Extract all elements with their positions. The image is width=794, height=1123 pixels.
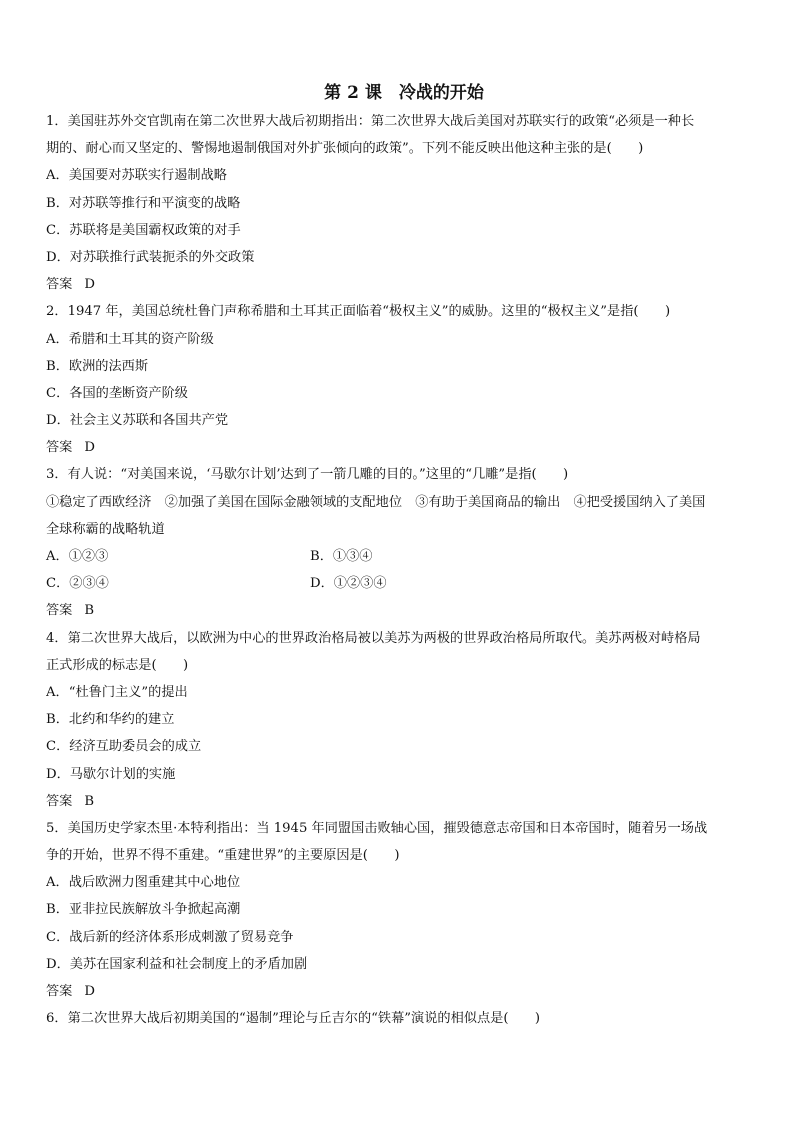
option-b: B．对苏联等推行和平演变的战略	[46, 195, 241, 211]
answer	[46, 434, 758, 461]
question-3	[46, 461, 758, 624]
answer-label: 答案	[46, 793, 73, 809]
question-stem: 争的开始，世界不得不重建。“重建世界”的主要原因是( )	[46, 848, 400, 864]
answer-value: B	[84, 603, 95, 619]
question-stem: 2．1947 年，美国总统杜鲁门声称希腊和土耳其正面临着“极权主义”的威胁。这里的“极权主义”是指( )	[46, 304, 671, 320]
answer	[46, 597, 758, 624]
answer-label: 答案	[46, 984, 73, 999]
question-4	[46, 625, 758, 815]
option-c: C．经济互助委员会的成立	[46, 739, 202, 755]
answer-label: 答案	[46, 603, 73, 619]
question-stem: 4．第二次世界大战后，以欧洲为中心的世界政治格局被以美苏为两极的世界政治格局所取代。美苏两极对峙格局	[46, 630, 701, 646]
option-c: C．各国的垄断资产阶级	[46, 385, 188, 401]
question-6	[46, 1005, 758, 1032]
option-d: D．社会主义苏联和各国共产党	[46, 413, 229, 429]
question-2	[46, 298, 758, 461]
option-a: A．美国要对苏联实行遏制战略	[46, 168, 227, 184]
question-stem: 5．美国历史学家杰里·本特利指出：当 1945 年同盟国击败轴心国，摧毁德意志帝国和日本帝国时，随着另一场战	[46, 820, 708, 836]
option-a: A．希腊和土耳其的资产阶级	[46, 331, 214, 347]
option-c: C．②③④	[46, 576, 109, 592]
option-d: D．马歇尔计划的实施	[46, 766, 176, 782]
question-stem: 3．有人说：“对美国来说，‘马歇尔计划’达到了一箭几雕的目的。”这里的“几雕”是指( )	[46, 467, 569, 483]
option-row	[46, 570, 758, 597]
question-statements: ①稳定了西欧经济 ②加强了美国在国际金融领域的支配地位 ③有助于美国商品的输出 ④把受援国纳入了美国	[46, 494, 706, 510]
question-statements: 全球称霸的战略轨道	[46, 521, 165, 537]
option-b: B．北约和华约的建立	[46, 712, 175, 728]
option-a: A．“杜鲁门主义”的提出	[46, 684, 188, 700]
option-a: A．战后欧洲力图重建其中心地位	[46, 875, 241, 891]
option-b: B．①③④	[310, 549, 373, 564]
option-d: D．美苏在国家利益和社会制度上的矛盾加剧	[46, 956, 308, 972]
document-page	[46, 78, 758, 1032]
answer-value: B	[84, 793, 95, 809]
option-b: B．亚非拉民族解放斗争掀起高潮	[46, 902, 241, 918]
option-d: D．①②③④	[310, 576, 387, 592]
option-d: D．对苏联推行武装扼杀的外交政策	[46, 249, 255, 265]
question-stem: 1．美国驻苏外交官凯南在第二次世界大战后初期指出：第二次世界大战后美国对苏联实行的政策“必须是一种长	[46, 114, 695, 129]
question-stem: 6．第二次世界大战后初期美国的“遏制”理论与丘吉尔的“铁幕”演说的相似点是( )	[46, 1011, 541, 1027]
option-row	[46, 543, 758, 570]
answer	[46, 788, 758, 815]
option-c: C．战后新的经济体系形成刺激了贸易竞争	[46, 929, 294, 945]
question-5	[46, 815, 758, 1005]
question-stem: 正式形成的标志是( )	[46, 657, 189, 673]
answer-value: D	[84, 277, 95, 293]
page-title: 第 2 课 冷战的开始	[324, 83, 484, 103]
answer-label: 答案	[46, 277, 73, 293]
option-a: A．①②③	[46, 549, 109, 564]
question-1	[46, 108, 758, 298]
answer-label: 答案	[46, 440, 73, 456]
answer	[46, 271, 758, 298]
answer-value: D	[84, 440, 95, 456]
answer-value: D	[84, 984, 95, 999]
answer	[46, 978, 758, 1005]
option-c: C．苏联将是美国霸权政策的对手	[46, 222, 241, 238]
option-b: B．欧洲的法西斯	[46, 358, 149, 374]
question-stem: 期的、耐心而又坚定的、警惕地遏制俄国对外扩张倾向的政策”。下列不能反映出他这种主张的是( )	[46, 141, 644, 157]
